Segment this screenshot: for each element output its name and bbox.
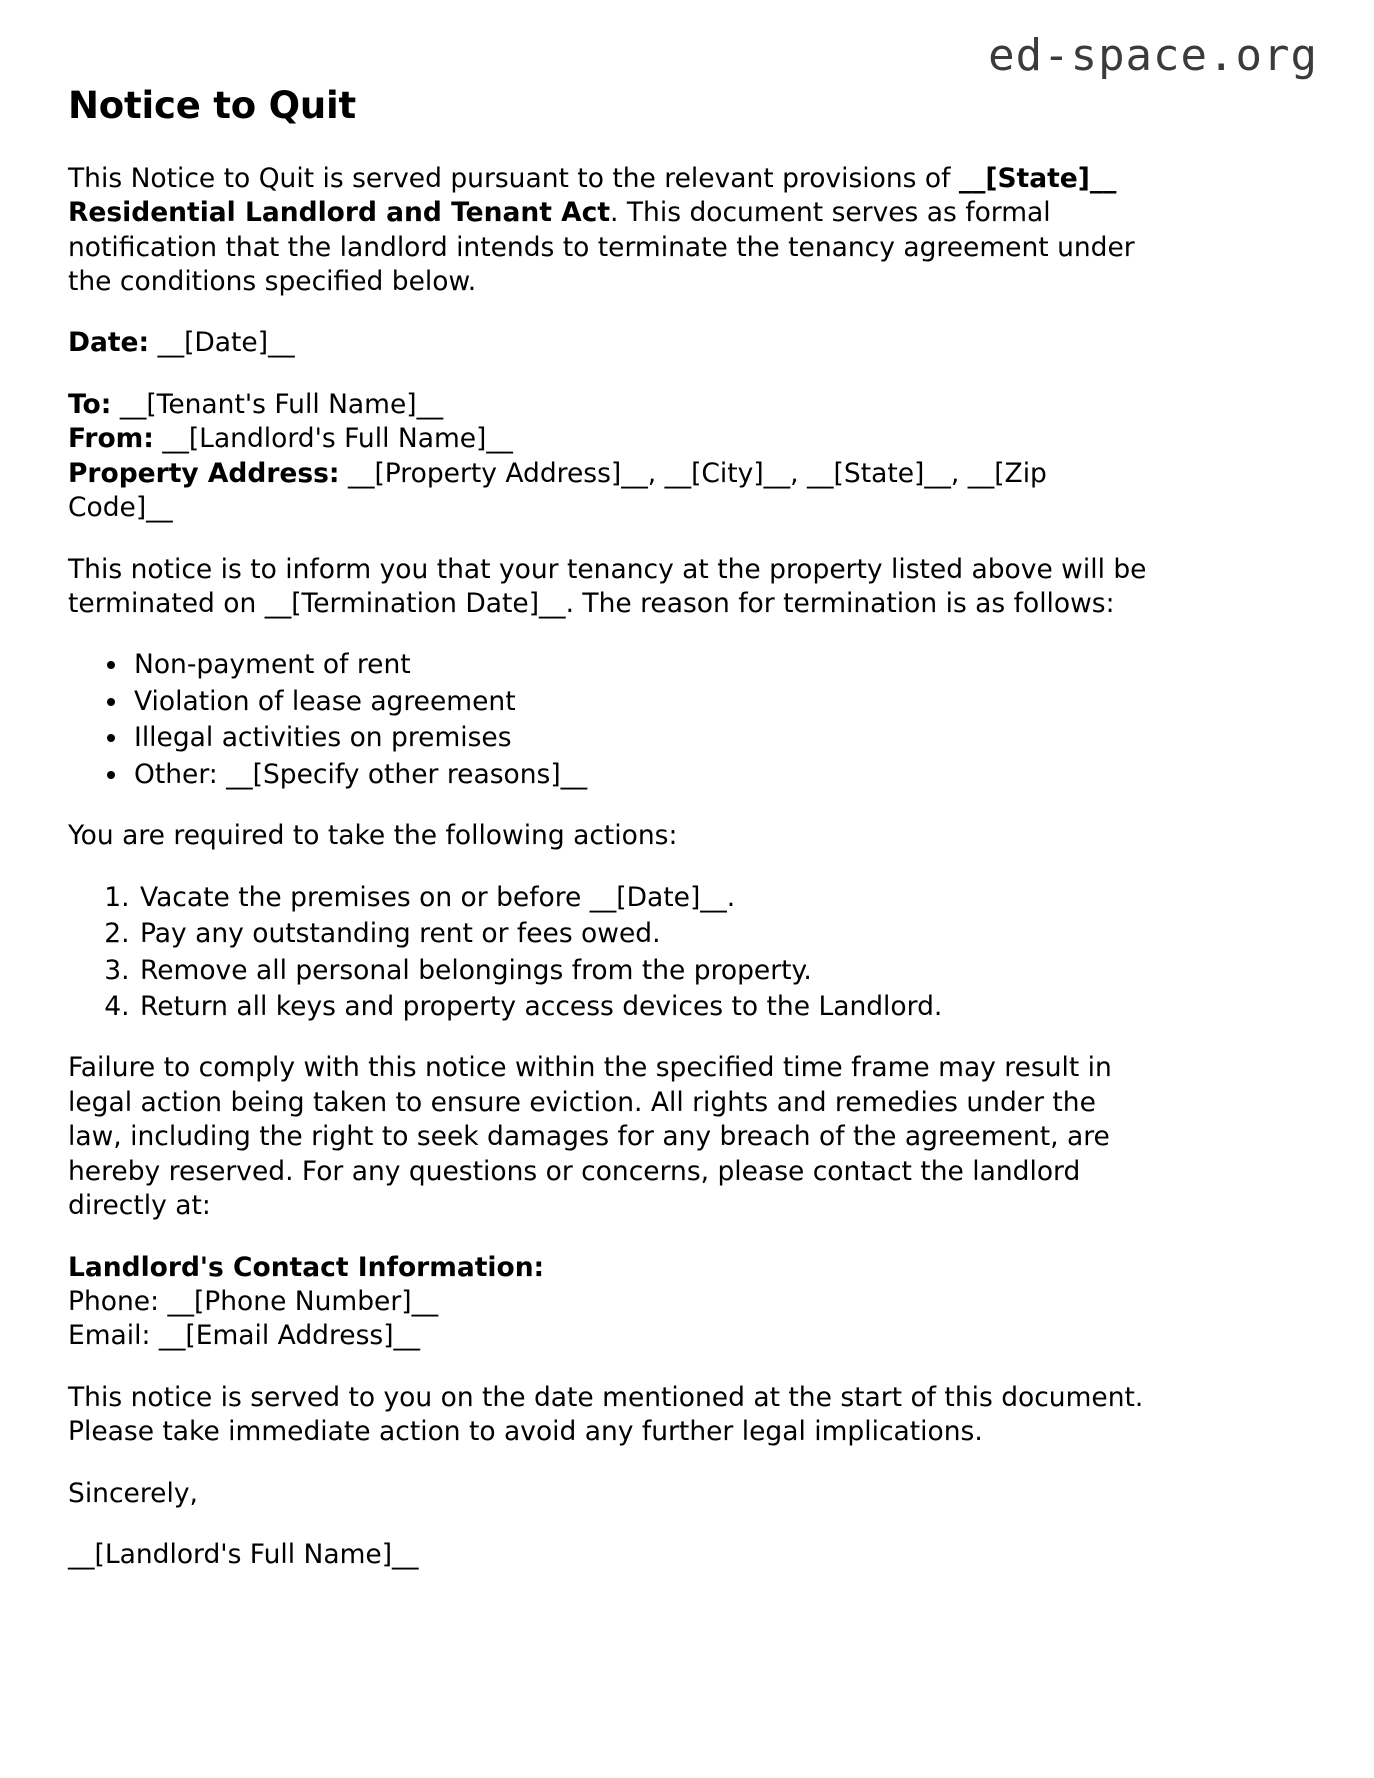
termination-paragraph xyxy=(68,553,1150,622)
actions-list xyxy=(68,881,1150,1025)
termination-date-placeholder: __[Termination Date]__ xyxy=(264,588,566,620)
list-item: 4. Return all keys and property access devices to the Landlord. xyxy=(138,990,1150,1024)
intro-state-placeholder: __[State]__ xyxy=(958,162,1117,194)
intro-act-name: Residential Landlord and Tenant Act xyxy=(68,197,611,229)
to-value: __[Tenant's Full Name]__ xyxy=(119,388,444,420)
property-address-value: __[Property Address]__, __[City]__, __[State]__, __[Zip Code]__ xyxy=(68,457,1047,524)
list-item: 1. Vacate the premises on or before __[Date]__. xyxy=(138,881,1150,915)
served-paragraph: This notice is served to you on the date mentioned at the start of this document. Please take immediate action to avoid any further legal implications. xyxy=(68,1381,1144,1448)
to-label: To: xyxy=(68,388,112,420)
page-title: Notice to Quit xyxy=(68,84,357,127)
from-line xyxy=(68,422,1150,456)
list-item: • Non-payment of rent xyxy=(130,648,1150,682)
date-value: __[Date]__ xyxy=(157,327,295,359)
termination-before-text: This notice is to inform you that your tenancy at the property listed above will be terminated on xyxy=(68,553,1147,620)
contact-heading-text: Landlord's Contact Information: xyxy=(68,1251,545,1283)
contact-block xyxy=(68,1251,1150,1354)
site-watermark: ed-space.org xyxy=(988,30,1318,81)
list-item: • Violation of lease agreement xyxy=(130,685,1150,719)
intro-paragraph xyxy=(68,162,1150,300)
from-label: From: xyxy=(68,423,154,455)
property-address-line xyxy=(68,457,1150,526)
termination-after-text: . The reason for termination is as follows: xyxy=(565,588,1115,620)
property-address-label: Property Address: xyxy=(68,457,340,489)
contact-phone-line: Phone: __[Phone Number]__ xyxy=(68,1286,439,1318)
date-label: Date: xyxy=(68,327,150,359)
to-line xyxy=(68,388,1150,422)
actions-heading: You are required to take the following actions: xyxy=(68,820,678,852)
list-item: • Illegal activities on premises xyxy=(130,721,1150,755)
contact-heading xyxy=(68,1251,1150,1285)
from-value: __[Landlord's Full Name]__ xyxy=(162,423,513,455)
signature-line: __[Landlord's Full Name]__ xyxy=(68,1539,419,1571)
list-item: • Other: __[Specify other reasons]__ xyxy=(130,758,1150,792)
parties-block xyxy=(68,388,1150,526)
document-body xyxy=(68,84,1150,1600)
date-line xyxy=(68,326,1150,360)
list-item: 3. Remove all personal belongings from the property. xyxy=(138,954,1150,988)
intro-lead-text: This Notice to Quit is served pursuant to the relevant provisions of xyxy=(68,162,959,194)
intro-rest-text: . This document serves as formal notification that the landlord intends to terminate the tenancy agreement under the conditions specified below. xyxy=(68,197,1135,297)
failure-paragraph: Failure to comply with this notice within the specified time frame may result in legal action being taken to ensure eviction. All rights and remedies under the law, including the right to seek damages for any breach of the agreement, are hereby reserved. For any questions or concerns, please contact the landlord directly at: xyxy=(68,1052,1112,1222)
reasons-list xyxy=(68,648,1150,792)
contact-email-line: Email: __[Email Address]__ xyxy=(68,1320,421,1352)
date-block xyxy=(68,326,1150,360)
list-item: 2. Pay any outstanding rent or fees owed. xyxy=(138,917,1150,951)
closing-line: Sincerely, xyxy=(68,1477,198,1509)
